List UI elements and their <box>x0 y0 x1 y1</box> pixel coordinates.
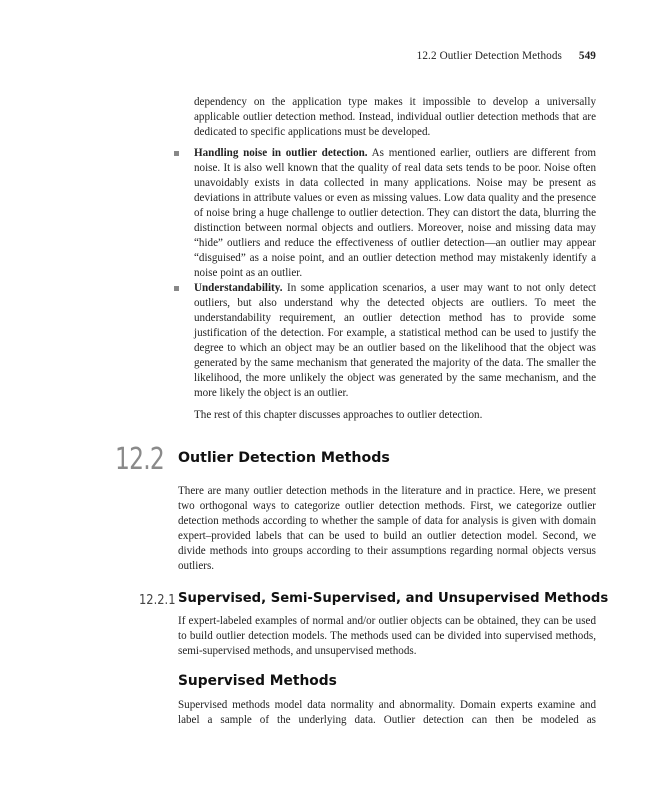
section-body <box>178 484 596 574</box>
bullet-noise <box>174 146 596 281</box>
bullet-square-icon <box>174 286 179 291</box>
subsection-number: 12.2.1 <box>139 592 176 608</box>
subsection-body-text: If expert-labeled examples of normal and/or outlier objects can be obtained, they can be used to build outlier detection models. The methods used can be divided into supervised methods, semi-supervised methods, and unsupervised methods. <box>178 615 596 657</box>
bullet-understandability-term: Understandability. <box>194 282 283 294</box>
subsection-title: Supervised, Semi-Supervised, and Unsupervised Methods <box>178 591 609 606</box>
rest-of-chapter <box>194 408 596 423</box>
bullet-noise-text <box>194 146 596 281</box>
intro-continuation <box>194 95 596 140</box>
subsubsection-body <box>178 698 596 728</box>
bullet-understandability-text <box>194 281 596 401</box>
page-number: 549 <box>578 50 596 62</box>
section-body-text: There are many outlier detection methods in the literature and in practice. Here, we present two orthogonal ways to categorize outlier detection methods. First, we categorize outlier detection methods according to whether the sample of data for analysis is given with domain expert–provided labels that can be used to build an outlier detection model. Second, we divide methods into groups according to their assumptions regarding normal objects versus outliers. <box>178 485 596 572</box>
subsection-body <box>178 614 596 659</box>
rest-of-chapter-text: The rest of this chapter discusses approaches to outlier detection. <box>194 409 483 421</box>
subsubsection-title: Supervised Methods <box>178 673 337 689</box>
running-head-title: Outlier Detection Methods <box>439 50 562 62</box>
bullet-understandability-body: In some application scenarios, a user may want to not only detect outliers, but also understand why the detected objects are outliers. To meet the understandability requirement, an outlier detection method has to provide some justification of the detection. For example, a statistical method can be used to justify the degree to which an object may be an outlier based on the likelihood that the object was generated by the same mechanism that generated the majority of the data. The smaller the likelihood, the more unlikely the object was generated by the same mechanism, and the more likely the object is an outlier. <box>194 282 596 399</box>
bullet-square-icon <box>174 151 179 156</box>
section-title: Outlier Detection Methods <box>178 450 390 466</box>
running-head-section: 12.2 <box>416 50 437 62</box>
intro-paragraph: dependency on the application type makes it impossible to develop a universally applicable outlier detection method. Instead, individual outlier detection methods that are dedicated to specific applications must be developed. <box>194 96 596 138</box>
running-head <box>417 50 596 62</box>
bullet-noise-term: Handling noise in outlier detection. <box>194 147 368 159</box>
section-number: 12.2 <box>115 442 164 477</box>
bullet-noise-body: As mentioned earlier, outliers are different from noise. It is also well known that the quality of real data sets tends to be poor. Noise often unavoidably exists in data collected in many applications. Noise may be present as deviations in attribute values or even as missing values. Low data quality and the presence of noise bring a huge challenge to outlier detection. They can distort the data, blurring the distinction between normal objects and outliers. Moreover, noise and missing data may “hide” outliers and reduce the effectiveness of outlier detection—an outlier may appear “disguised” as a noise point, and an outlier detection method may mistakenly identify a noise point as an outlier. <box>194 147 597 279</box>
bullet-understandability <box>174 281 596 401</box>
subsubsection-body-text: Supervised methods model data normality and abnormality. Domain experts examine and label a sample of the underlying data. Outlier detection can then be modeled as <box>178 699 596 726</box>
